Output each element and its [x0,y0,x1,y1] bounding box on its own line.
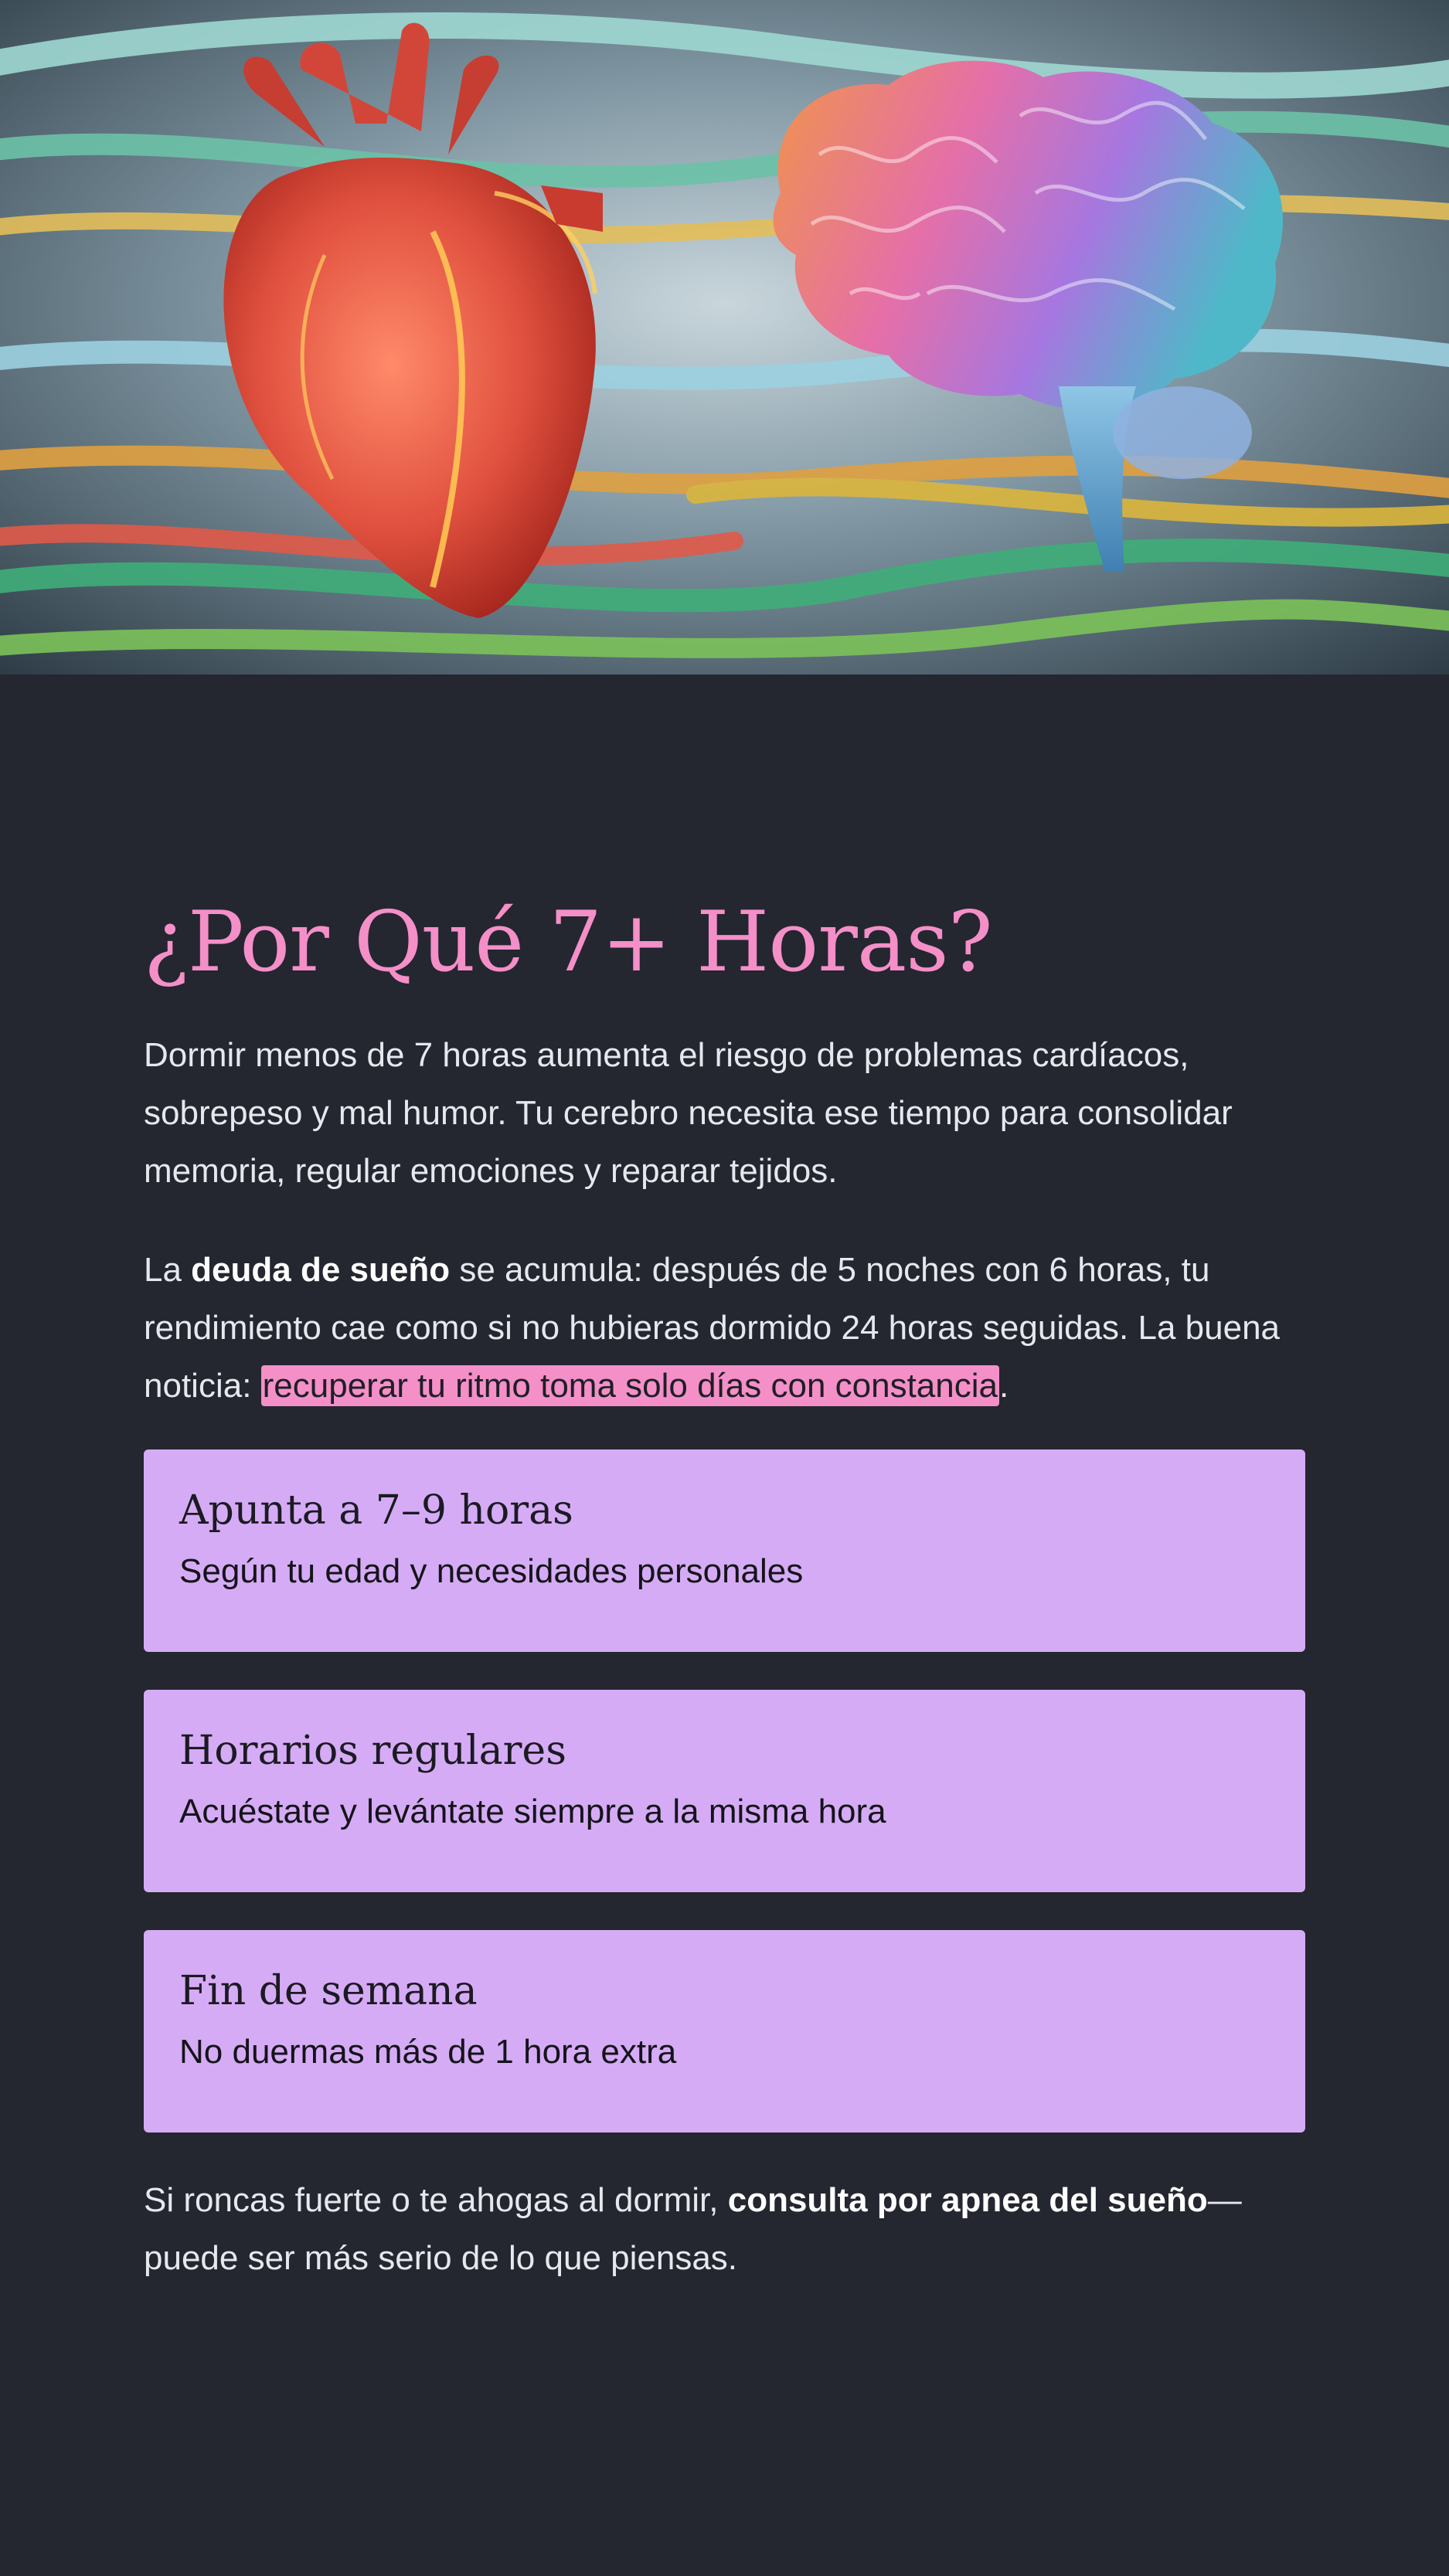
apnea-paragraph [144,2171,1305,2287]
tip-card [144,1690,1305,1892]
tip-card [144,1930,1305,2133]
tip-card-text: Según tu edad y necesidades personales [179,1552,804,1590]
tip-card-title: Apunta a 7–9 horas [179,1487,573,1534]
tip-card-text: Acuéstate y levántate siempre a la misma hora [179,1793,886,1830]
text-segment: Si roncas fuerte o te ahogas al dormir, [144,2181,728,2219]
tip-card-title: Fin de semana [179,1968,478,2014]
tip-card [144,1449,1305,1652]
intro-paragraph: Dormir menos de 7 horas aumenta el riesgo de problemas cardíacos, sobrepeso y mal humor. Tu cerebro necesita ese tiempo para consolidar memoria, regular emociones y reparar tejidos. [144,1036,1233,1190]
text-segment: se acumula: después de 5 noches con 6 horas, tu rendimiento cae como si no hubieras dormido 24 horas seguidas. La buena noticia: [144,1251,1281,1405]
heart-brain-illustration [0,0,1449,675]
text-segment: . [999,1367,1009,1405]
bold-term: deuda de sueño [191,1251,451,1289]
tips-card-list [144,1449,1305,2133]
tip-card-title: Horarios regulares [179,1728,566,1774]
highlighted-text: recuperar tu ritmo toma solo días con constancia [262,1367,998,1405]
hero-image [0,0,1449,675]
main-content [144,889,1305,2287]
text-segment: —puede ser más serio de lo que piensas. [144,2181,1242,2277]
sleep-debt-paragraph [144,1241,1305,1415]
page-title: ¿Por Qué 7+ Horas? [144,894,992,991]
bold-term: consulta por apnea del sueño [727,2181,1208,2219]
text-segment: La [144,1251,192,1289]
tip-card-text: No duermas más de 1 hora extra [179,2033,677,2071]
